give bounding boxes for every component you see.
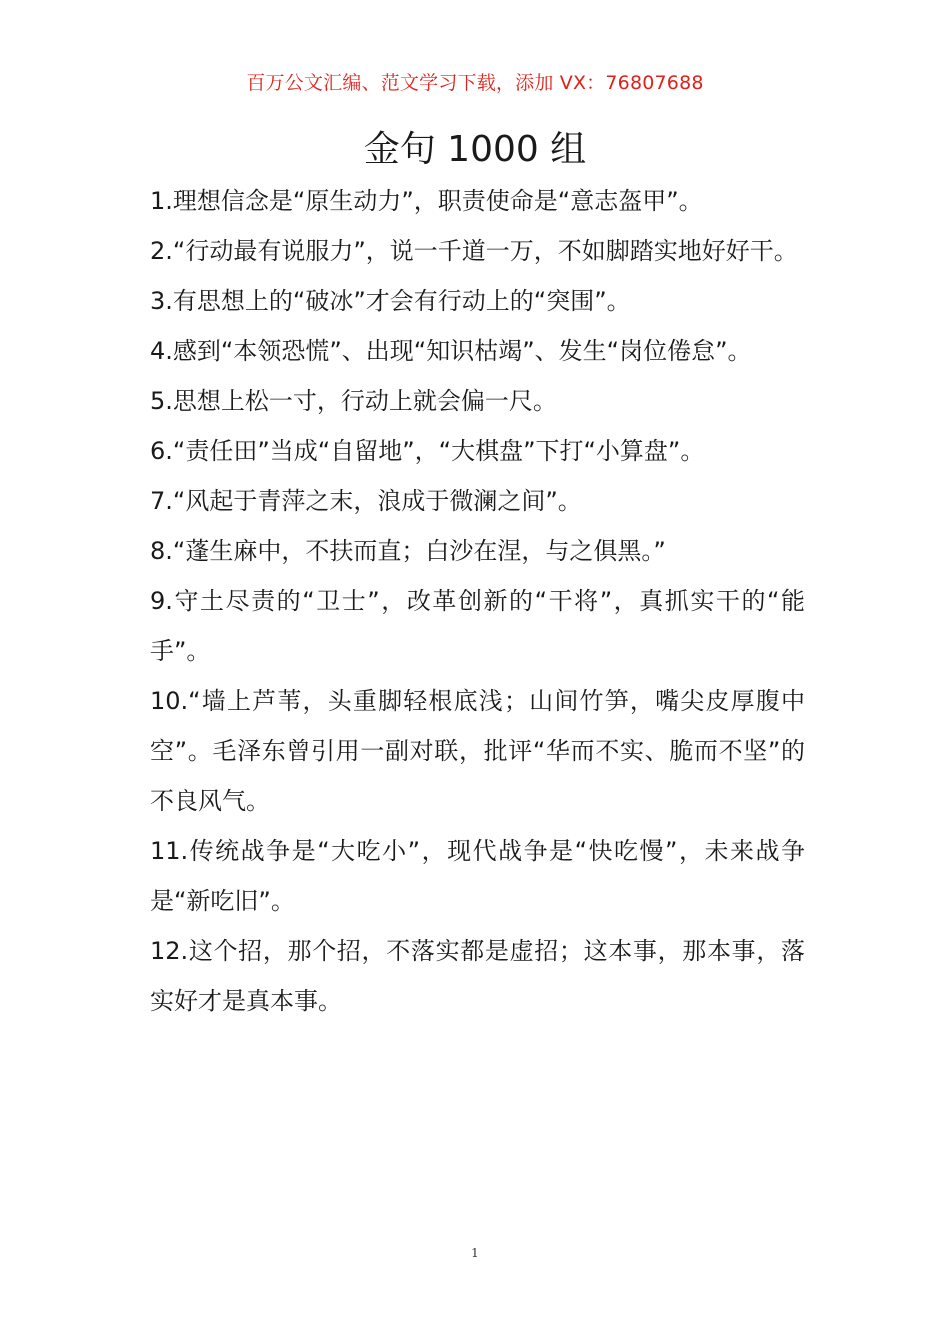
list-item: 10.“墙上芦苇，头重脚轻根底浅；山间竹笋，嘴尖皮厚腹中空”。毛泽东曾引用一副对联，批评“华而不实、脆而不坚”的不良风气。 <box>150 687 805 815</box>
list-item: 3.有思想上的“破冰”才会有行动上的“突围”。 <box>150 287 631 315</box>
list-item: 12.这个招，那个招，不落实都是虚招；这本事，那本事，落实好才是真本事。 <box>150 937 805 1015</box>
list-item: 7.“风起于青萍之末，浪成于微澜之间”。 <box>150 487 582 515</box>
list-item: 6.“责任田”当成“自留地”，“大棋盘”下打“小算盘”。 <box>150 437 705 465</box>
list-item: 1.理想信念是“原生动力”，职责使命是“意志盔甲”。 <box>150 187 703 215</box>
document-title: 金句 1000 组 <box>363 129 587 170</box>
list-item: 4.感到“本领恐慌”、出现“知识枯竭”、发生“岗位倦怠”。 <box>150 337 752 365</box>
list-item: 8.“蓬生麻中，不扶而直；白沙在涅，与之俱黑。” <box>150 537 666 565</box>
page-number: 1 <box>471 1246 479 1260</box>
list-item: 11.传统战争是“大吃小”，现代战争是“快吃慢”，未来战争是“新吃旧”。 <box>150 837 805 915</box>
list-item: 2.“行动最有说服力”，说一千道一万，不如脚踏实地好好干。 <box>150 237 798 265</box>
list-item: 9.守土尽责的“卫士”，改革创新的“干将”，真抓实干的“能手”。 <box>150 587 805 665</box>
list-item: 5.思想上松一寸，行动上就会偏一尺。 <box>150 387 557 415</box>
header-note: 百万公文汇编、范文学习下载，添加 VX：76807688 <box>246 72 704 94</box>
document-body <box>150 176 805 1026</box>
